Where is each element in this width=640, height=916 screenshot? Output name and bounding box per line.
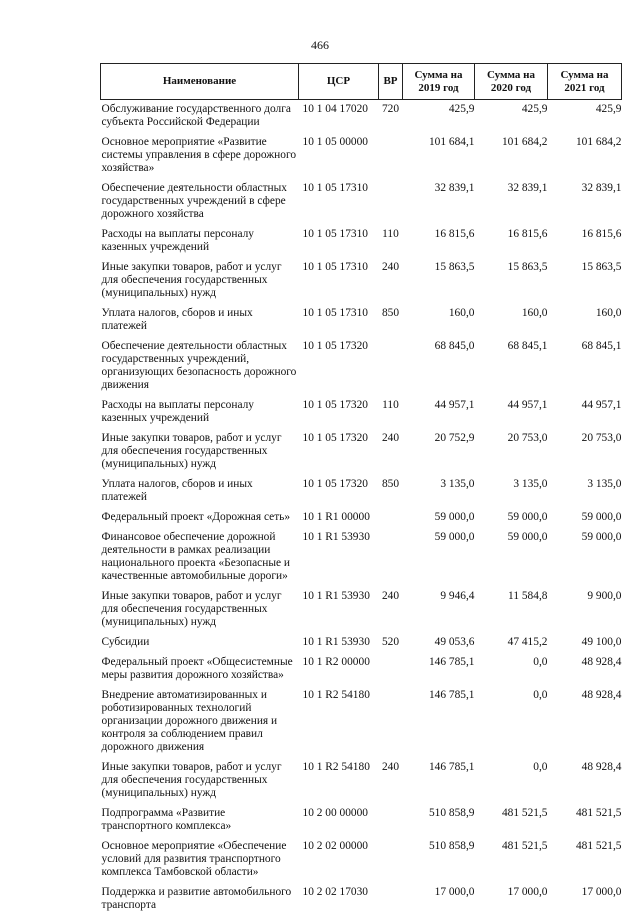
table-row [101, 587, 622, 633]
row-name: Обеспечение деятельности областных государственных учреждений в сфере дорожного хозяйства [101, 179, 299, 225]
row-sum-2020: 44 957,1 [475, 396, 548, 429]
row-sum-2020: 481 521,5 [475, 804, 548, 837]
row-sum-2021: 17 000,0 [548, 883, 622, 916]
table-row [101, 508, 622, 528]
row-sum-2021: 425,9 [548, 100, 622, 134]
row-sum-2020: 16 815,6 [475, 225, 548, 258]
row-sum-2020: 101 684,2 [475, 133, 548, 179]
row-sum-2020: 0,0 [475, 686, 548, 758]
row-vr [379, 508, 403, 528]
table-row [101, 304, 622, 337]
row-name: Обеспечение деятельности областных государственных учреждений, организующих безопасность дорожного движения [101, 337, 299, 396]
budget-table [100, 63, 622, 916]
row-sum-2019: 32 839,1 [403, 179, 475, 225]
row-sum-2019: 146 785,1 [403, 758, 475, 804]
header-name: Наименование [101, 64, 299, 100]
row-csr: 10 1 05 17310 [299, 179, 379, 225]
row-sum-2019: 44 957,1 [403, 396, 475, 429]
row-sum-2021: 32 839,1 [548, 179, 622, 225]
row-sum-2019: 510 858,9 [403, 804, 475, 837]
row-csr: 10 1 R2 00000 [299, 653, 379, 686]
row-name: Федеральный проект «Дорожная сеть» [101, 508, 299, 528]
header-sum-2021: Сумма на 2021 год [548, 64, 622, 100]
table-row [101, 653, 622, 686]
row-sum-2019: 101 684,1 [403, 133, 475, 179]
row-name: Расходы на выплаты персоналу казенных учреждений [101, 396, 299, 429]
row-vr [379, 837, 403, 883]
row-sum-2020: 20 753,0 [475, 429, 548, 475]
row-sum-2019: 3 135,0 [403, 475, 475, 508]
page-number: 466 [0, 38, 640, 53]
row-sum-2021: 59 000,0 [548, 528, 622, 587]
table-row [101, 396, 622, 429]
row-sum-2020: 160,0 [475, 304, 548, 337]
row-name: Обслуживание государственного долга субъекта Российской Федерации [101, 100, 299, 134]
row-name: Уплата налогов, сборов и иных платежей [101, 475, 299, 508]
row-csr: 10 1 05 17320 [299, 475, 379, 508]
row-sum-2020: 425,9 [475, 100, 548, 134]
row-sum-2019: 68 845,0 [403, 337, 475, 396]
row-csr: 10 1 04 17020 [299, 100, 379, 134]
row-sum-2021: 3 135,0 [548, 475, 622, 508]
table-row [101, 258, 622, 304]
row-csr: 10 1 R2 54180 [299, 686, 379, 758]
table-row [101, 528, 622, 587]
row-sum-2021: 481 521,5 [548, 804, 622, 837]
row-name: Иные закупки товаров, работ и услуг для обеспечения государственных (муниципальных) нужд [101, 258, 299, 304]
row-sum-2021: 20 753,0 [548, 429, 622, 475]
row-sum-2020: 59 000,0 [475, 508, 548, 528]
row-vr: 240 [379, 258, 403, 304]
row-sum-2021: 49 100,0 [548, 633, 622, 653]
row-vr: 240 [379, 587, 403, 633]
table-row [101, 758, 622, 804]
row-sum-2021: 481 521,5 [548, 837, 622, 883]
row-sum-2019: 49 053,6 [403, 633, 475, 653]
row-name: Иные закупки товаров, работ и услуг для обеспечения государственных (муниципальных) нужд [101, 758, 299, 804]
row-sum-2020: 59 000,0 [475, 528, 548, 587]
row-name: Федеральный проект «Общесистемные меры развития дорожного хозяйства» [101, 653, 299, 686]
table-body [101, 100, 622, 916]
table-row [101, 475, 622, 508]
row-sum-2020: 0,0 [475, 653, 548, 686]
row-sum-2021: 101 684,2 [548, 133, 622, 179]
table-row [101, 225, 622, 258]
table-row [101, 429, 622, 475]
row-vr [379, 686, 403, 758]
row-name: Подпрограмма «Развитие транспортного комплекса» [101, 804, 299, 837]
row-csr: 10 1 R1 53930 [299, 587, 379, 633]
row-sum-2020: 17 000,0 [475, 883, 548, 916]
row-name: Иные закупки товаров, работ и услуг для обеспечения государственных (муниципальных) нужд [101, 587, 299, 633]
row-sum-2020: 47 415,2 [475, 633, 548, 653]
row-sum-2019: 160,0 [403, 304, 475, 337]
table-row [101, 883, 622, 916]
table-row [101, 686, 622, 758]
row-csr: 10 1 R1 53930 [299, 528, 379, 587]
row-sum-2021: 16 815,6 [548, 225, 622, 258]
row-sum-2019: 146 785,1 [403, 653, 475, 686]
row-csr: 10 1 R1 53930 [299, 633, 379, 653]
row-sum-2019: 9 946,4 [403, 587, 475, 633]
row-sum-2020: 11 584,8 [475, 587, 548, 633]
row-sum-2021: 44 957,1 [548, 396, 622, 429]
row-vr [379, 653, 403, 686]
row-vr [379, 133, 403, 179]
table-header [101, 64, 622, 100]
table-row [101, 337, 622, 396]
row-vr: 850 [379, 304, 403, 337]
table-row [101, 837, 622, 883]
row-name: Уплата налогов, сборов и иных платежей [101, 304, 299, 337]
row-sum-2020: 68 845,1 [475, 337, 548, 396]
row-csr: 10 1 05 17320 [299, 429, 379, 475]
row-sum-2019: 59 000,0 [403, 528, 475, 587]
row-sum-2021: 48 928,4 [548, 686, 622, 758]
row-sum-2020: 481 521,5 [475, 837, 548, 883]
row-csr: 10 1 05 17310 [299, 225, 379, 258]
table-row [101, 133, 622, 179]
row-csr: 10 2 00 00000 [299, 804, 379, 837]
row-name: Внедрение автоматизированных и роботизированных технологий организации дорожного движения и контроля за соблюдением правил дорожного движения [101, 686, 299, 758]
row-sum-2019: 20 752,9 [403, 429, 475, 475]
table-row [101, 100, 622, 134]
row-vr: 520 [379, 633, 403, 653]
row-sum-2021: 59 000,0 [548, 508, 622, 528]
row-sum-2021: 68 845,1 [548, 337, 622, 396]
row-sum-2021: 48 928,4 [548, 758, 622, 804]
row-vr [379, 528, 403, 587]
row-vr [379, 179, 403, 225]
row-csr: 10 1 05 00000 [299, 133, 379, 179]
table-row [101, 804, 622, 837]
row-name: Расходы на выплаты персоналу казенных учреждений [101, 225, 299, 258]
row-csr: 10 1 05 17310 [299, 258, 379, 304]
row-csr: 10 1 R2 54180 [299, 758, 379, 804]
row-vr: 110 [379, 396, 403, 429]
row-sum-2020: 0,0 [475, 758, 548, 804]
row-sum-2019: 59 000,0 [403, 508, 475, 528]
table-row [101, 633, 622, 653]
row-sum-2021: 15 863,5 [548, 258, 622, 304]
row-name: Основное мероприятие «Обеспечение условий для развития транспортного комплекса Тамбовской области» [101, 837, 299, 883]
row-vr: 850 [379, 475, 403, 508]
row-sum-2019: 510 858,9 [403, 837, 475, 883]
row-sum-2019: 15 863,5 [403, 258, 475, 304]
row-name: Субсидии [101, 633, 299, 653]
row-sum-2019: 425,9 [403, 100, 475, 134]
row-csr: 10 1 05 17310 [299, 304, 379, 337]
row-vr: 110 [379, 225, 403, 258]
row-sum-2021: 9 900,0 [548, 587, 622, 633]
row-csr: 10 1 05 17320 [299, 337, 379, 396]
header-sum-2020: Сумма на 2020 год [475, 64, 548, 100]
row-vr [379, 804, 403, 837]
row-name: Поддержка и развитие автомобильного транспорта [101, 883, 299, 916]
header-vr: ВР [379, 64, 403, 100]
row-sum-2019: 146 785,1 [403, 686, 475, 758]
row-vr: 240 [379, 429, 403, 475]
row-vr: 720 [379, 100, 403, 134]
row-csr: 10 1 05 17320 [299, 396, 379, 429]
header-csr: ЦСР [299, 64, 379, 100]
row-csr: 10 2 02 17030 [299, 883, 379, 916]
row-csr: 10 2 02 00000 [299, 837, 379, 883]
row-sum-2019: 17 000,0 [403, 883, 475, 916]
row-sum-2020: 15 863,5 [475, 258, 548, 304]
row-csr: 10 1 R1 00000 [299, 508, 379, 528]
row-vr: 240 [379, 758, 403, 804]
header-sum-2019: Сумма на 2019 год [403, 64, 475, 100]
row-sum-2021: 160,0 [548, 304, 622, 337]
row-sum-2020: 32 839,1 [475, 179, 548, 225]
table-row [101, 179, 622, 225]
row-name: Иные закупки товаров, работ и услуг для обеспечения государственных (муниципальных) нужд [101, 429, 299, 475]
row-name: Финансовое обеспечение дорожной деятельности в рамках реализации национального проекта «Безопасные и качественные автомобильные дороги» [101, 528, 299, 587]
row-sum-2019: 16 815,6 [403, 225, 475, 258]
row-sum-2020: 3 135,0 [475, 475, 548, 508]
row-vr [379, 337, 403, 396]
row-sum-2021: 48 928,4 [548, 653, 622, 686]
row-name: Основное мероприятие «Развитие системы управления в сфере дорожного хозяйства» [101, 133, 299, 179]
row-vr [379, 883, 403, 916]
